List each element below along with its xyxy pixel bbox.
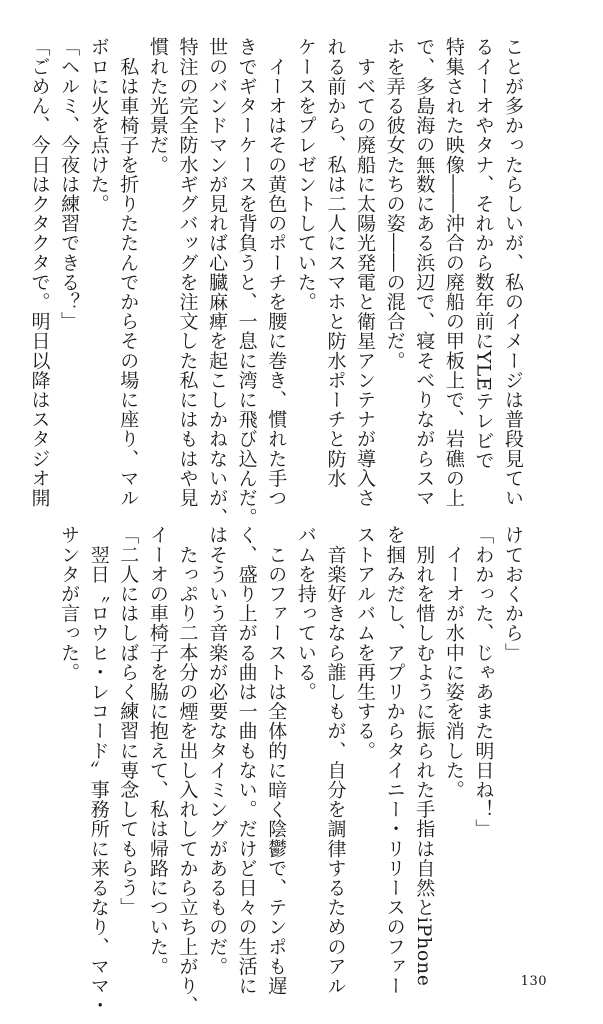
text-line: を掴みだし、アプリからタイニー・リリースのファー [383, 525, 406, 996]
text-line: く、盛り上がる曲は一曲もない。だけど日々の生活に [235, 525, 258, 996]
text-line: 私は車椅子を折りたたんでからその場に座り、マル [117, 37, 140, 508]
text-line: 翌日〝ロウヒ・レコード〟事務所に来るなり、ママ・ [87, 525, 110, 1015]
text-line: れる前から、私は二人にスマホと防水ポーチと防水 [324, 37, 347, 488]
text-line: 「二人にはしばらく練習に専念してもらう」 [117, 525, 140, 917]
text-line: このファーストは全体的に暗く陰鬱で、テンポも遅 [265, 525, 288, 996]
text-line: ボロに火を点けた。 [87, 37, 110, 214]
text-line: バムを持っている。 [294, 525, 317, 702]
text-line: はそういう音楽が必要なタイミングがあるものだ。 [206, 525, 229, 976]
text-line: イーオが水中に姿を消した。 [442, 525, 465, 800]
text-line: 「わかった、じゃあまた明日ね！」 [472, 525, 495, 839]
text-line: イーオの車椅子を脇に抱えて、私は帰路についた。 [146, 525, 169, 976]
text-line: きでギターケースを背負うと、一息に湾に飛び込んだ。 [235, 37, 258, 527]
text-line: 特注の完全防水ギグバッグを注文した私にはもはや見 [176, 37, 199, 508]
text-line: 「ヘルミ、今夜は練習できる？」 [58, 37, 81, 331]
text-line: 「ごめん、今日はクタクタで。明日以降はスタジオ開 [28, 37, 51, 508]
text-line: 世のバンドマンが見れば心臓麻痺を起こしかねないが、 [206, 37, 229, 527]
text-line: すべての廃船に太陽光発電と衛星アンテナが導入さ [354, 37, 377, 508]
text-line: サンタが言った。 [58, 525, 81, 682]
text-line: ホを弄る彼女たちの姿――の混合だ。 [383, 37, 406, 371]
text-line: 別れを惜しむように振られた手指は自然とiPhone [413, 525, 436, 987]
text-line: イーオはその黄色のポーチを腰に巻き、慣れた手つ [265, 37, 288, 508]
text-line: 特集された映像――沖合の廃船の甲板上で、岩礁の上 [442, 37, 465, 508]
text-line: 慣れた光景だ。 [146, 37, 169, 175]
text-line: 音楽好きなら誰しもが、自分を調律するためのアル [324, 525, 347, 996]
lower-text-block [0, 525, 527, 1015]
text-line: るイーオやタナ、それから数年前にYLEテレビで [472, 37, 495, 470]
text-line: ストアルバムを再生する。 [354, 525, 377, 761]
text-line: けておくから」 [502, 525, 524, 663]
text-line: ことが多かったらしいが、私のイメージは普段見てい [502, 37, 524, 508]
text-line: ケースをプレゼントしていた。 [294, 37, 317, 312]
text-line: で、多島海の無数にある浜辺で、寝そべりながらスマ [413, 37, 436, 508]
page-number: 130 [520, 974, 547, 989]
text-line: たっぷり二本分の煙を出し入れしてから立ち上がり、 [176, 525, 199, 1015]
upper-text-block [0, 37, 527, 527]
